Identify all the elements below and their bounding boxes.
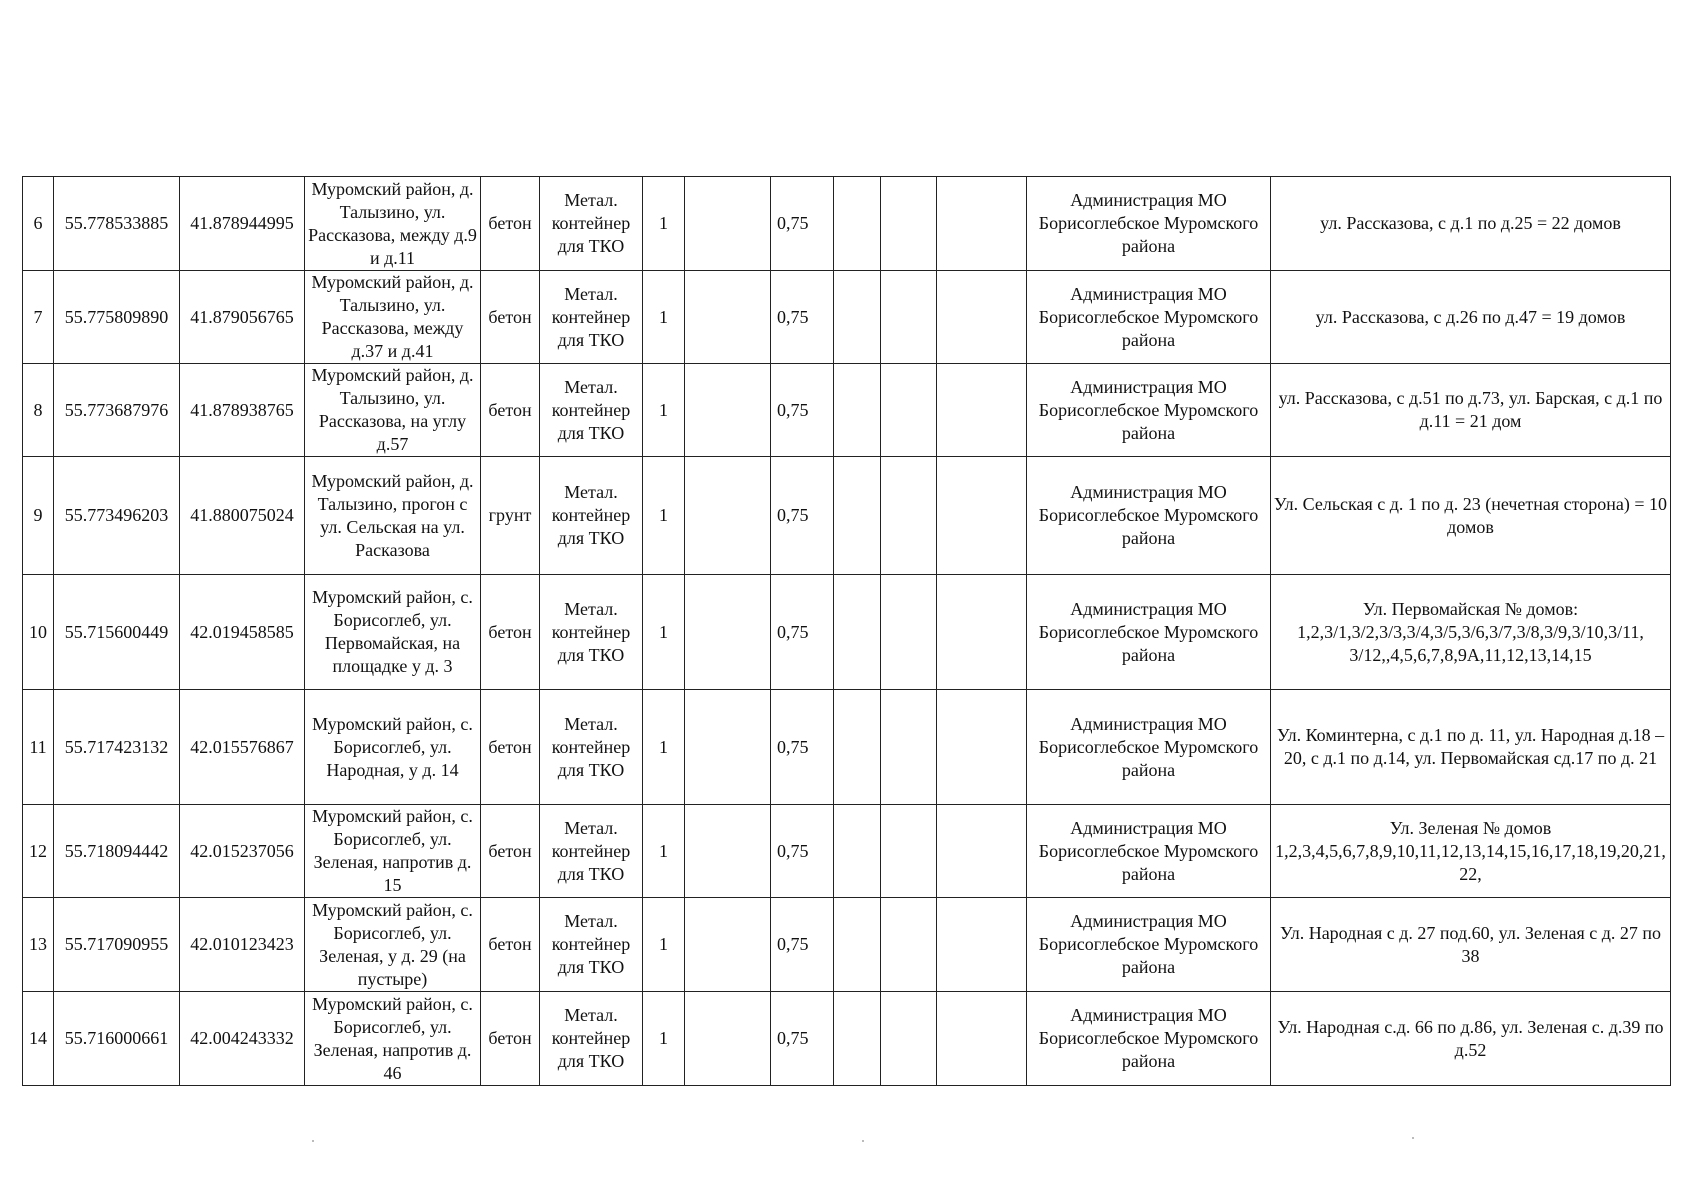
address-cell: Муромский район, с. Борисоглеб, ул. Зеленая, напротив д. 15 [305, 805, 481, 898]
empty-cell [937, 992, 1027, 1086]
longitude-cell: 42.019458585 [180, 575, 305, 690]
empty-cell [881, 177, 937, 271]
row-number-cell: 8 [23, 364, 54, 457]
container-count-cell: 1 [643, 457, 685, 575]
owner-cell: Администрация МО Борисоглебское Муромского района [1027, 992, 1271, 1086]
empty-cell [937, 898, 1027, 992]
latitude-cell: 55.778533885 [54, 177, 180, 271]
container-type-cell: Метал. контейнер для ТКО [540, 271, 643, 364]
empty-cell [937, 575, 1027, 690]
container-count-cell: 1 [643, 898, 685, 992]
longitude-cell: 41.880075024 [180, 457, 305, 575]
latitude-cell: 55.718094442 [54, 805, 180, 898]
address-cell: Муромский район, д. Талызино, ул. Рассказова, на углу д.57 [305, 364, 481, 457]
owner-cell: Администрация МО Борисоглебское Муромского района [1027, 457, 1271, 575]
latitude-cell: 55.715600449 [54, 575, 180, 690]
latitude-cell: 55.717090955 [54, 898, 180, 992]
surface-cell: бетон [481, 177, 540, 271]
latitude-cell: 55.717423132 [54, 690, 180, 805]
scan-speck [862, 1140, 864, 1142]
table-row [23, 992, 1671, 1086]
latitude-cell: 55.775809890 [54, 271, 180, 364]
registry-table-sheet [22, 176, 1671, 1086]
empty-cell [834, 457, 881, 575]
container-volume-cell: 0,75 [771, 457, 834, 575]
container-count-cell: 1 [643, 690, 685, 805]
row-number-cell: 10 [23, 575, 54, 690]
table-row [23, 575, 1671, 690]
served-addresses-cell: Ул. Народная с.д. 66 по д.86, ул. Зеленая с. д.39 по д.52 [1271, 992, 1671, 1086]
row-number-cell: 11 [23, 690, 54, 805]
owner-cell: Администрация МО Борисоглебское Муромского района [1027, 575, 1271, 690]
latitude-cell: 55.716000661 [54, 992, 180, 1086]
owner-cell: Администрация МО Борисоглебское Муромского района [1027, 690, 1271, 805]
empty-cell [834, 690, 881, 805]
empty-cell [685, 364, 771, 457]
container-count-cell: 1 [643, 364, 685, 457]
served-addresses-cell: Ул. Первомайская № домов: 1,2,3/1,3/2,3/3,3/4,3/5,3/6,3/7,3/8,3/9,3/10,3/11, 3/12,,4,5,6,7,8,9А,11,12,13,14,15 [1271, 575, 1671, 690]
address-cell: Муромский район, д. Талызино, ул. Рассказова, между д.37 и д.41 [305, 271, 481, 364]
empty-cell [881, 690, 937, 805]
table-row [23, 364, 1671, 457]
surface-cell: бетон [481, 805, 540, 898]
empty-cell [834, 575, 881, 690]
empty-cell [881, 271, 937, 364]
address-cell: Муромский район, с. Борисоглеб, ул. Зеленая, напротив д. 46 [305, 992, 481, 1086]
container-type-cell: Метал. контейнер для ТКО [540, 364, 643, 457]
longitude-cell: 42.015576867 [180, 690, 305, 805]
longitude-cell: 42.004243332 [180, 992, 305, 1086]
container-volume-cell: 0,75 [771, 271, 834, 364]
row-number-cell: 6 [23, 177, 54, 271]
owner-cell: Администрация МО Борисоглебское Муромского района [1027, 271, 1271, 364]
longitude-cell: 41.878938765 [180, 364, 305, 457]
served-addresses-cell: ул. Рассказова, с д.26 по д.47 = 19 домов [1271, 271, 1671, 364]
longitude-cell: 41.879056765 [180, 271, 305, 364]
table-row [23, 271, 1671, 364]
scan-speck [312, 1140, 314, 1142]
empty-cell [937, 177, 1027, 271]
container-volume-cell: 0,75 [771, 575, 834, 690]
container-volume-cell: 0,75 [771, 177, 834, 271]
row-number-cell: 14 [23, 992, 54, 1086]
container-volume-cell: 0,75 [771, 898, 834, 992]
empty-cell [937, 457, 1027, 575]
table-row [23, 457, 1671, 575]
address-cell: Муромский район, с. Борисоглеб, ул. Первомайская, на площадке у д. 3 [305, 575, 481, 690]
empty-cell [881, 575, 937, 690]
surface-cell: грунт [481, 457, 540, 575]
empty-cell [685, 177, 771, 271]
surface-cell: бетон [481, 992, 540, 1086]
empty-cell [937, 805, 1027, 898]
container-type-cell: Метал. контейнер для ТКО [540, 575, 643, 690]
container-count-cell: 1 [643, 805, 685, 898]
table-row [23, 177, 1671, 271]
container-type-cell: Метал. контейнер для ТКО [540, 805, 643, 898]
empty-cell [881, 457, 937, 575]
surface-cell: бетон [481, 271, 540, 364]
table-row [23, 898, 1671, 992]
empty-cell [685, 271, 771, 364]
container-type-cell: Метал. контейнер для ТКО [540, 457, 643, 575]
row-number-cell: 7 [23, 271, 54, 364]
owner-cell: Администрация МО Борисоглебское Муромского района [1027, 364, 1271, 457]
longitude-cell: 42.010123423 [180, 898, 305, 992]
empty-cell [685, 457, 771, 575]
address-cell: Муромский район, д. Талызино, прогон с ул. Сельская на ул. Расказова [305, 457, 481, 575]
table-body [23, 177, 1671, 1086]
address-cell: Муромский район, с. Борисоглеб, ул. Народная, у д. 14 [305, 690, 481, 805]
served-addresses-cell: ул. Рассказова, с д.51 по д.73, ул. Барская, с д.1 по д.11 = 21 дом [1271, 364, 1671, 457]
container-volume-cell: 0,75 [771, 690, 834, 805]
owner-cell: Администрация МО Борисоглебское Муромского района [1027, 177, 1271, 271]
waste-site-registry-table [22, 176, 1671, 1086]
owner-cell: Администрация МО Борисоглебское Муромского района [1027, 805, 1271, 898]
owner-cell: Администрация МО Борисоглебское Муромского района [1027, 898, 1271, 992]
empty-cell [834, 177, 881, 271]
empty-cell [685, 805, 771, 898]
latitude-cell: 55.773687976 [54, 364, 180, 457]
container-type-cell: Метал. контейнер для ТКО [540, 177, 643, 271]
served-addresses-cell: Ул. Коминтерна, с д.1 по д. 11, ул. Народная д.18 – 20, с д.1 по д.14, ул. Первомайская сд.17 по д. 21 [1271, 690, 1671, 805]
empty-cell [685, 992, 771, 1086]
row-number-cell: 13 [23, 898, 54, 992]
container-volume-cell: 0,75 [771, 805, 834, 898]
empty-cell [881, 364, 937, 457]
table-row [23, 690, 1671, 805]
container-count-cell: 1 [643, 992, 685, 1086]
container-volume-cell: 0,75 [771, 992, 834, 1086]
empty-cell [834, 364, 881, 457]
surface-cell: бетон [481, 690, 540, 805]
empty-cell [937, 364, 1027, 457]
empty-cell [685, 575, 771, 690]
container-count-cell: 1 [643, 271, 685, 364]
container-count-cell: 1 [643, 575, 685, 690]
empty-cell [937, 690, 1027, 805]
surface-cell: бетон [481, 575, 540, 690]
surface-cell: бетон [481, 898, 540, 992]
longitude-cell: 41.878944995 [180, 177, 305, 271]
empty-cell [937, 271, 1027, 364]
served-addresses-cell: Ул. Народная с д. 27 под.60, ул. Зеленая с д. 27 по 38 [1271, 898, 1671, 992]
table-row [23, 805, 1671, 898]
address-cell: Муромский район, д. Талызино, ул. Рассказова, между д.9 и д.11 [305, 177, 481, 271]
served-addresses-cell: Ул. Зеленая № домов 1,2,3,4,5,6,7,8,9,10,11,12,13,14,15,16,17,18,19,20,21,22, [1271, 805, 1671, 898]
container-volume-cell: 0,75 [771, 364, 834, 457]
surface-cell: бетон [481, 364, 540, 457]
container-type-cell: Метал. контейнер для ТКО [540, 690, 643, 805]
row-number-cell: 12 [23, 805, 54, 898]
empty-cell [834, 992, 881, 1086]
served-addresses-cell: ул. Рассказова, с д.1 по д.25 = 22 домов [1271, 177, 1671, 271]
latitude-cell: 55.773496203 [54, 457, 180, 575]
empty-cell [881, 805, 937, 898]
row-number-cell: 9 [23, 457, 54, 575]
address-cell: Муромский район, с. Борисоглеб, ул. Зеленая, у д. 29 (на пустыре) [305, 898, 481, 992]
served-addresses-cell: Ул. Сельская с д. 1 по д. 23 (нечетная сторона) = 10 домов [1271, 457, 1671, 575]
empty-cell [685, 690, 771, 805]
empty-cell [834, 898, 881, 992]
empty-cell [685, 898, 771, 992]
empty-cell [881, 992, 937, 1086]
empty-cell [881, 898, 937, 992]
container-type-cell: Метал. контейнер для ТКО [540, 898, 643, 992]
container-type-cell: Метал. контейнер для ТКО [540, 992, 643, 1086]
container-count-cell: 1 [643, 177, 685, 271]
empty-cell [834, 271, 881, 364]
empty-cell [834, 805, 881, 898]
scan-speck [1412, 1137, 1414, 1139]
longitude-cell: 42.015237056 [180, 805, 305, 898]
